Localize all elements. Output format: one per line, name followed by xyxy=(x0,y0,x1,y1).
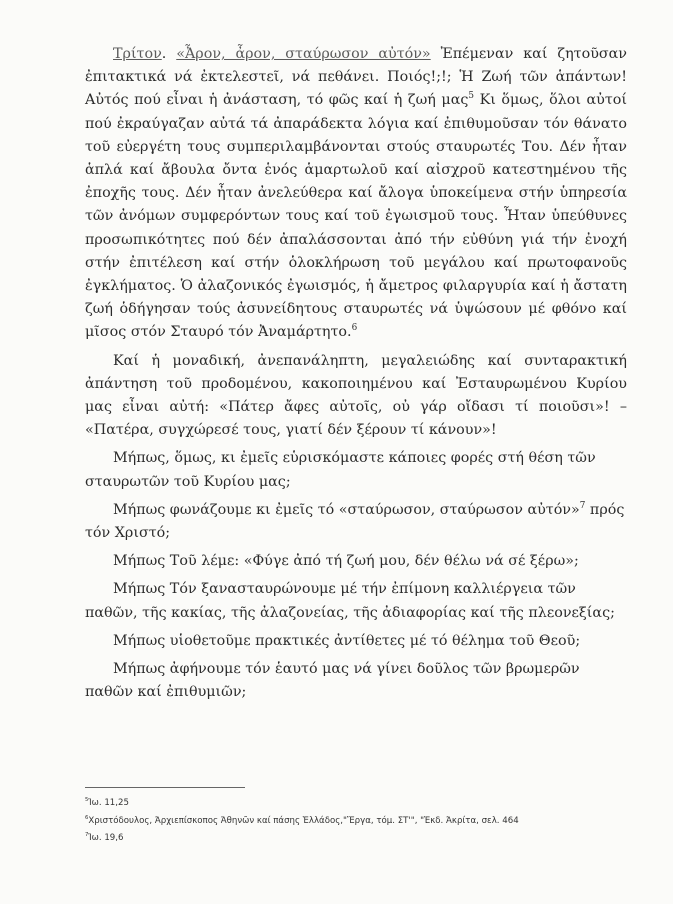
footnote-ref-5: 5 xyxy=(468,91,475,102)
paragraph-1: Τρίτον. «Ἆρον, ἆρον, σταύρωσον αὐτόν» Ἐπέμεναν καί ζητοῦσαν ἐπιτακτικά νά ἐκτελεστεῖ, νά πεθάνει. Ποιός!;!; Ἡ Ζωή τῶν ἁπάντων! Αὐτός πού εἶναι ἡ ἀνάσταση, τό φῶς καί ἡ ζωή μας$^5$ Κι ὅμως, ὅλοι αὐτοί πού ἐκραύγαζαν αὐτά τά ἀπαράδεκτα λόγια καί ἐπιθυμοῦσαν τόν θάνατο τοῦ εὐεργέτη τους συμπεριλαμβάνονται στούς σταυρωτές Του. Δέν ἦταν ἁπλά καί ἄβουλα ὄντα ἑνός ἁμαρτωλοῦ καί αἰσχροῦ κατεστημένου τῆς ἐποχῆς τους. Δέν ἦταν ἀνελεύθερα καί ἄλογα ὑποκείμενα στήν ὑπηρεσία τῶν ἀνόμων συμφερόντων τους καί τοῦ ἐγωισμοῦ τους. Ἦταν ὑπεύθυνες προσωπικότητες πού δέν ἀπαλάσσονται ἀπό τήν εὐθύνη γιά τήν ἐνοχή στήν ἐπιτέλεση καί στήν ὁλοκλήρωση τοῦ μεγάλου καί πρωτοφανοῦς ἐγκλήματος. Ὁ ἀλαζονικός ἐγωισμός, ἡ ἄμετρος φιλαργυρία καί ἡ ἄστατη ζωή ὁδήγησαν τούς ἀσυνείδητους σταυρωτές νά ὑψώσουν μέ φθόνο καί μῖσος στόν Σταυρό τόν Ἀναμάρτητο.$^6$ xyxy=(85,46,627,341)
footnote-ref-7: 7 xyxy=(579,501,586,512)
footnote-5: $^5$Ἰω. 11,25 xyxy=(85,797,129,808)
paragraph-3: Μήπως, ὅμως, κι ἐμεῖς εὑρισκόμαστε κάποιες φορές στή θέση τῶν σταυρωτῶν τοῦ Κυρίου μας; xyxy=(85,450,596,490)
paragraph-5: Μήπως Τοῦ λέμε: «Φύγε ἀπό τή ζωή μου, δέν θέλω νά σέ ξέρω»; xyxy=(113,553,579,570)
paragraph-2: Καί ἡ μοναδική, ἀνεπανάληπτη, μεγαλειώδης καί συνταρακτική ἀπάντηση τοῦ προδομένου, κακοποιημένου καί Ἐσταυρωμένου Κυρίου μας εἶναι αὐτή: «Πάτερ ἄφες αὐτοῖς, οὐ γάρ οἴδασι τί ποιοῦσι»! – «Πατέρα, συγχώρεσέ τους, γιατί δέν ξέρουν τί κάνουν»! xyxy=(85,352,627,439)
section-lead: Τρίτον xyxy=(113,46,162,62)
footnotes xyxy=(85,795,627,848)
footnote-ref-6: 6 xyxy=(351,323,358,334)
scripture-quote: «Ἆρον, ἆρον, σταύρωσον αὐτόν» xyxy=(176,46,431,62)
paragraph-8: Μήπως ἀφήνουμε τόν ἑαυτό μας νά γίνει δοῦλος τῶν βρωμερῶν παθῶν καί ἐπιθυμιῶν; xyxy=(85,661,580,701)
paragraph-4: Μήπως φωνάζουμε κι ἐμεῖς τό «σταύρωσον, σταύρωσον αὐτόν»$^7$ πρός τόν Χριστό; xyxy=(85,501,625,542)
paragraph-7: Μήπως υἱοθετοῦμε πρακτικές ἀντίθετες μέ τό θέλημα τοῦ Θεοῦ; xyxy=(113,632,581,649)
footnote-7: $^7$Ἰω. 19,6 xyxy=(85,832,124,843)
main-text xyxy=(85,43,627,704)
footnote-6: $^6$Χριστόδουλος, Ἀρχιεπίσκοπος Ἀθηνῶν καί πάσης Ἑλλάδος,"Ἔργα, τόμ. ΣΤ'", "Ἐκδ. Ἀκρίτα, σελ. 464 xyxy=(85,814,519,826)
footnote-divider xyxy=(85,787,245,788)
paragraph-6: Μήπως Τόν ξανασταυρώνουμε μέ τήν ἐπίμονη καλλιέργεια τῶν παθῶν, τῆς κακίας, τῆς ἀλαζονείας, τῆς ἀδιαφορίας καί τῆς πλεονεξίας; xyxy=(85,581,615,621)
